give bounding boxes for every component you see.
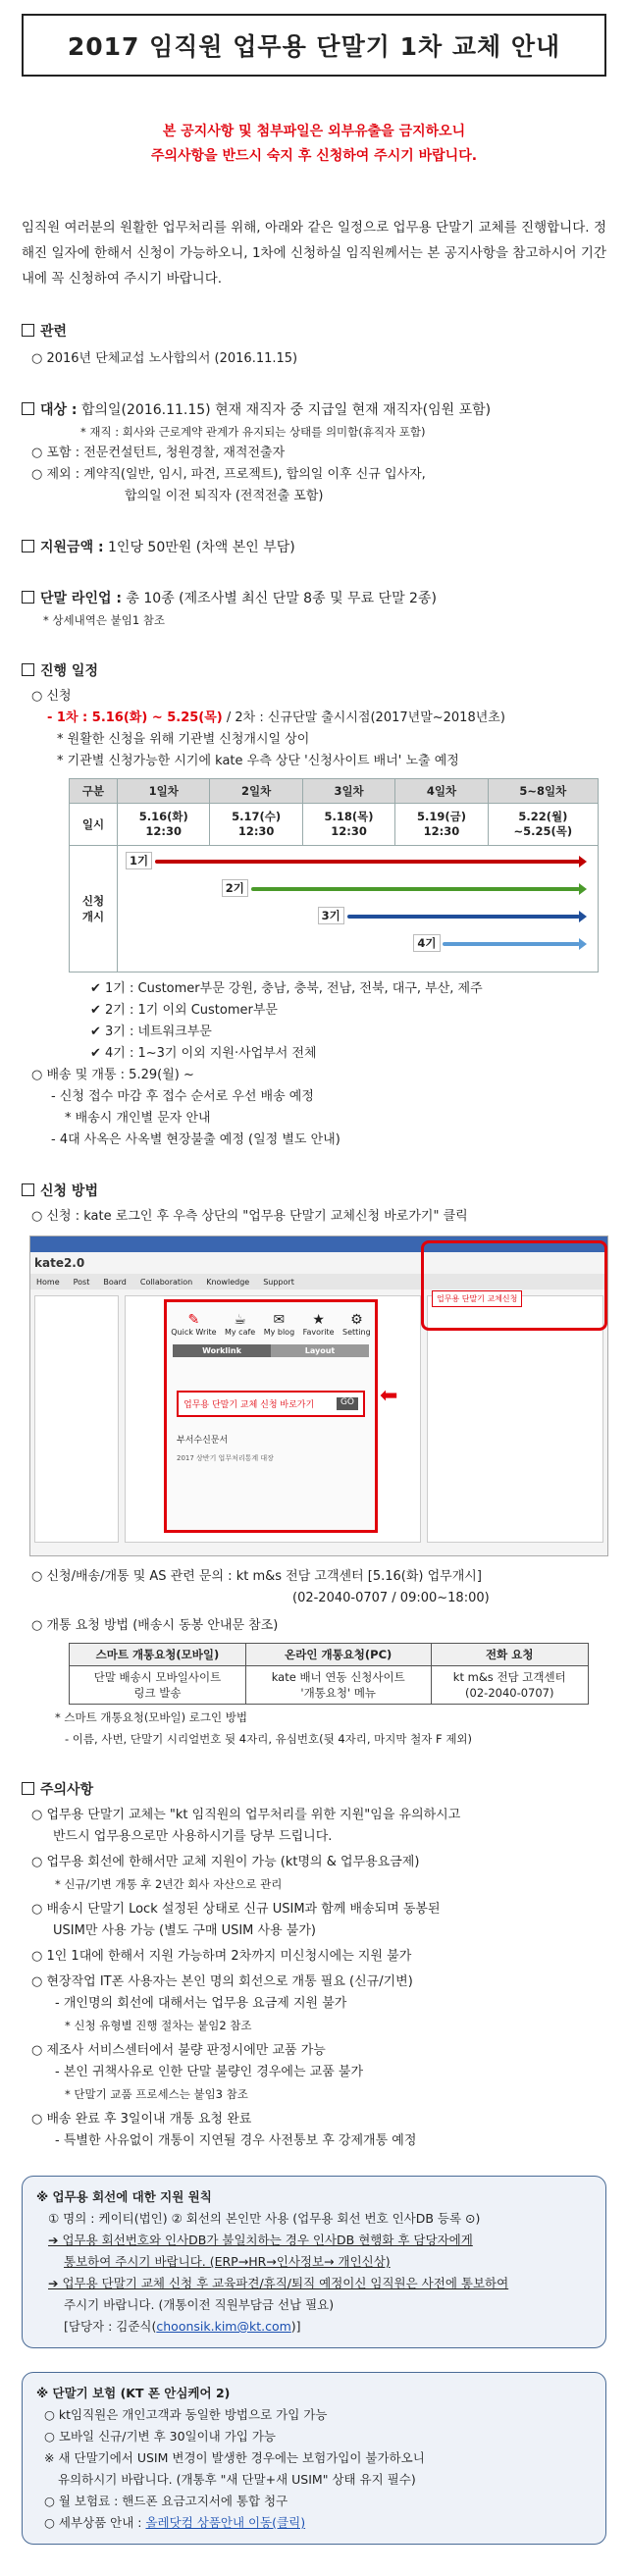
menu-item[interactable]: Collaboration [139, 1277, 193, 1287]
icon-label: My cafe [225, 1328, 256, 1337]
caution-6: ○ 제조사 서비스센터에서 불량 판정시에만 교품 가능 [31, 2043, 326, 2058]
quick-write-icon[interactable]: ✎ Quick Write [171, 1312, 217, 1337]
gantt-chart [118, 846, 598, 972]
gantt-cell [118, 846, 599, 973]
intro-paragraph: 임직원 여러분의 원활한 업무처리를 위해, 아래와 같은 일정으로 업무용 단말기 교체를 진행합니다. 정해진 일자에 한해서 신청이 가능하오니, 1차에 신청하실 임직원께서는 본 공지사항을 참고하시어 기간내에 꼭 신청하여 주시기 바랍니다. [22, 220, 606, 287]
login-note-2: - 이름, 사번, 단말기 시리얼번호 뒷 4자리, 유심번호(뒷 4자리, 마지막 철자 F 제외) [65, 1732, 473, 1746]
section-heading-detail: 1인당 50만원 (차액 본인 부담) [103, 540, 295, 555]
wave-bar [347, 915, 580, 919]
section-schedule [22, 660, 606, 682]
box-line: ➔ 업무용 회선번호와 인사DB가 불일치하는 경우 인사DB 현행화 후 담당자에게 [48, 2233, 473, 2247]
zoom-callout [164, 1299, 378, 1533]
target-exclude-2: 합의일 이전 퇴직자 (전적전출 포함) [125, 489, 324, 503]
checkbox-square-icon [22, 402, 34, 415]
wave-1: ✔ 1기 : Customer부문 강원, 충남, 충북, 전남, 전북, 대구, 부산, 제주 [90, 981, 483, 996]
col-header: 3일차 [302, 779, 394, 804]
section-heading: 대상 : [40, 402, 78, 418]
table-cell: 단말 배송시 모바일사이트 링크 발송 [70, 1666, 246, 1705]
menu-item[interactable]: Support [263, 1277, 294, 1287]
setting-icon[interactable]: ⚙ Setting [342, 1312, 371, 1337]
wave-bar [443, 942, 580, 946]
checkbox-square-icon [22, 540, 34, 552]
section-heading-detail: 합의일(2016.11.15) 현재 재직자 중 지급일 현재 재직자(임원 포함) [77, 402, 492, 418]
wave-2: ✔ 2기 : 1기 이외 Customer부문 [90, 1003, 278, 1018]
col-header: 4일차 [395, 779, 488, 804]
box-line: ➔ 업무용 단말기 교체 신청 후 교육파견/휴직/퇴직 예정이신 임직원은 사전에 통보하여 [48, 2276, 509, 2290]
col-header: 1일차 [118, 779, 210, 804]
box-line: ○ 모바일 신규/기변 후 30일이내 가입 가능 [44, 2429, 276, 2444]
left-panel [34, 1295, 119, 1543]
menu-item[interactable]: Home [36, 1277, 60, 1287]
security-notice [22, 120, 606, 169]
table-cell: kt m&s 전담 고객센터 (02-2040-0707) [431, 1666, 588, 1705]
target-exclude-1: ○ 제외 : 계약직(일반, 임시, 파견, 프로젝트), 합의일 이후 신규 입사자, [31, 467, 426, 482]
second-round-period: / 2차 : 신규단말 출시시점(2017년말~2018년초) [222, 710, 505, 725]
checkbox-square-icon [22, 663, 34, 676]
olleh-product-link[interactable]: 올레닷컴 상품안내 이동(클릭) [145, 2515, 306, 2530]
worklink-tab[interactable]: Worklink [173, 1344, 271, 1357]
insurance-box [22, 2372, 606, 2545]
col-header: 5~8일차 [488, 779, 598, 804]
menu-item[interactable]: Post [73, 1277, 90, 1287]
section-amount [22, 537, 606, 558]
contact-line [36, 2316, 592, 2338]
top-right-callout [421, 1240, 607, 1331]
notice-line-2: 주의사항을 반드시 숙지 후 신청하여 주시기 바랍니다. [150, 148, 478, 164]
caution-5-note: * 신청 유형별 진행 절차는 붙임2 참조 [65, 2019, 252, 2032]
shipping-line-2: * 배송시 개인별 문자 안내 [65, 1111, 211, 1126]
lineup-note: * 상세내역은 붙임1 참조 [43, 613, 166, 627]
quick-icons [167, 1312, 375, 1337]
caution-4: ○ 1인 1대에 한해서 지원 가능하며 2차까지 미신청시에는 지원 불가 [31, 1949, 412, 1964]
date: 5.19(금) [416, 810, 466, 823]
icon-label: My blog [263, 1328, 295, 1337]
section-heading: 진행 일정 [40, 663, 98, 679]
date-cell [395, 804, 488, 846]
schedule-note-2: * 기관별 신청가능한 시기에 kate 우측 상단 '신청사이트 배너' 노출 예정 [57, 754, 459, 768]
inquiry-line-2: (02-2040-0707 / 09:00~18:00) [292, 1591, 490, 1605]
icon-label: Setting [342, 1328, 371, 1337]
section-heading: 단말 라인업 : [40, 591, 122, 606]
my-cafe-icon[interactable]: ☕ My cafe [225, 1312, 256, 1337]
checkbox-square-icon [22, 1782, 34, 1795]
section-heading: 지원금액 : [40, 540, 104, 555]
product-link-line [36, 2512, 592, 2534]
caution-7: ○ 배송 완료 후 3일이내 개통 요청 완료 [31, 2112, 252, 2127]
shipping-line-3: - 4대 사옥은 사옥별 현장불출 예정 (일정 별도 안내) [51, 1132, 340, 1147]
box-line: 주시기 바랍니다. (개통이전 직원부담금 선납 필요) [64, 2297, 335, 2312]
apply-heading: ○ 신청 [31, 689, 72, 704]
kate-screenshot [29, 1235, 608, 1556]
row-label: 일시 [70, 804, 118, 846]
col-header: 전화 요청 [431, 1644, 588, 1666]
section-lineup [22, 588, 606, 609]
box-heading: ※ 단말기 보험 (KT 폰 안심케어 2) [36, 2386, 231, 2400]
go-button[interactable]: GO [337, 1397, 358, 1410]
checkbox-square-icon [22, 591, 34, 604]
section-caution [22, 1779, 606, 1801]
icon-label: Quick Write [171, 1328, 217, 1337]
date: 5.16(화) [138, 810, 188, 823]
wave-bar [251, 887, 580, 891]
login-note-1: * 스마트 개통요청(모바일) 로그인 방법 [55, 1710, 247, 1724]
caution-2-note: * 신규/기변 개통 후 2년간 회사 자산으로 관리 [55, 1877, 283, 1891]
first-round-period: - 1차 : 5.16(화) ~ 5.25(목) [47, 710, 223, 725]
related-item: ○ 2016년 단체교섭 노사합의서 (2016.11.15) [31, 351, 298, 366]
date: 5.17(수) [232, 810, 282, 823]
wave-label: 4기 [413, 934, 440, 952]
box-line: ※ 새 단말기에서 USIM 변경이 발생한 경우에는 보험가입이 불가하오니 [44, 2450, 425, 2465]
row-label-text: 신청 개시 [81, 894, 105, 923]
contact-email-link[interactable]: choonsik.kim@kt.com [156, 2319, 291, 2334]
section-heading: 주의사항 [40, 1782, 94, 1798]
section-method [22, 1181, 606, 1202]
layout-tab[interactable]: Layout [271, 1344, 369, 1357]
section-heading: 관련 [40, 324, 68, 340]
activation-heading: ○ 개통 요청 방법 (배송시 동봉 안내문 참조) [31, 1618, 279, 1633]
col-header: 스마트 개통요청(모바일) [70, 1644, 246, 1666]
worklink-tabs [173, 1344, 369, 1357]
section-related [22, 321, 606, 342]
wave-3: ✔ 3기 : 네트워크부문 [90, 1025, 212, 1039]
box-line: ○ kt임직원은 개인고객과 동일한 방법으로 가입 가능 [44, 2407, 328, 2422]
menu-item[interactable]: Knowledge [206, 1277, 250, 1287]
time: ~5.25(목) [513, 824, 573, 838]
activation-table [69, 1643, 589, 1705]
notice-page [22, 14, 606, 2545]
menu-item[interactable]: Board [103, 1277, 127, 1287]
box-line: 유의하시기 바랍니다. (개통후 "새 단말+새 USIM" 상태 유지 필수) [58, 2472, 416, 2487]
time: 12:30 [145, 824, 183, 838]
caution-1b: 반드시 업무용으로만 사용하시기를 당부 드립니다. [53, 1829, 333, 1844]
checkbox-square-icon [22, 324, 34, 337]
contact-suffix: )] [290, 2319, 301, 2334]
time: 12:30 [237, 824, 275, 838]
date-cell [118, 804, 210, 846]
dept-docs: 부서수신문서 [177, 1436, 229, 1446]
col-header: 2일차 [210, 779, 302, 804]
caution-7a: - 특별한 사유없이 개통이 지연될 경우 사전통보 후 강제개통 예정 [55, 2133, 417, 2148]
wave-label: 1기 [126, 852, 152, 869]
schedule-note-1: * 원활한 신청을 위해 기관별 신청개시일 상이 [57, 732, 310, 747]
date-cell [488, 804, 598, 846]
table-cell: kate 배너 연동 신청사이트 '개통요청' 메뉴 [245, 1666, 431, 1705]
date-cell [302, 804, 394, 846]
date: 5.22(월) [518, 810, 568, 823]
top-right-banner[interactable]: 업무용 단말기 교체신청 [432, 1290, 522, 1307]
box-line: ○ 월 보험료 : 핸드폰 요금고지서에 통합 청구 [44, 2494, 288, 2508]
caution-3b: USIM만 사용 가능 (별도 구매 USIM 사용 불가) [53, 1923, 316, 1938]
caution-6a: - 본인 귀책사유로 인한 단말 불량인 경우에는 교품 불가 [55, 2065, 364, 2079]
wave-label: 2기 [222, 879, 248, 897]
caution-6-note: * 단말기 교품 프로세스는 붙임3 참조 [65, 2087, 248, 2101]
date-cell [210, 804, 302, 846]
my-blog-icon[interactable]: ✉ My blog [263, 1312, 295, 1337]
dept-docs-item: 2017 상반기 업무처리통계 대장 [177, 1454, 274, 1462]
notice-line-1: 본 공지사항 및 첨부파일은 외부유출을 금지하오니 [162, 124, 466, 139]
icon-label: Favorite [302, 1328, 335, 1337]
date: 5.18(목) [324, 810, 374, 823]
section-heading-detail: 총 10종 (제조사별 최신 단말 8종 및 무료 단말 2종) [121, 591, 437, 606]
caution-2: ○ 업무용 회선에 한해서만 교체 지원이 가능 (kt명의 & 업무용요금제) [31, 1855, 420, 1869]
right-panel [427, 1295, 603, 1543]
wave-label: 3기 [318, 907, 344, 924]
target-note: * 재직 : 회사와 근로계약 관계가 유지되는 상태를 의미함(휴직자 포함) [80, 425, 426, 439]
caution-1a: ○ 업무용 단말기 교체는 "kt 임직원의 업무처리를 위한 지원"임을 유의하시고 [31, 1808, 461, 1822]
contact-prefix: [담당자 : 김준식( [64, 2319, 157, 2334]
section-heading: 신청 방법 [40, 1183, 98, 1199]
favorite-icon[interactable]: ★ Favorite [302, 1312, 335, 1337]
schedule-table [69, 778, 599, 973]
box-heading: ※ 업무용 회선에 대한 지원 원칙 [36, 2189, 212, 2204]
time: 12:30 [331, 824, 367, 838]
caution-5a: - 개인명의 회선에 대해서는 업무용 요금제 지원 불가 [55, 1996, 347, 2011]
apply-period [22, 708, 606, 729]
box-line: 통보하여 주시기 바랍니다. (ERP→HR→인사정보→ 개인신상) [64, 2254, 391, 2269]
row-label [70, 846, 118, 973]
box-line: ① 명의 : 케이티(법인) ② 회선의 본인만 사용 (업무용 회선 번호 인사DB 등록 ⊙) [48, 2211, 481, 2226]
shipping-line-1: - 신청 접수 마감 후 접수 순서로 우선 배송 예정 [51, 1089, 314, 1104]
inquiry-line-1: ○ 신청/배송/개통 및 AS 관련 문의 : kt m&s 전담 고객센터 [5.16(화) 업무개시] [31, 1569, 482, 1584]
left-arrow-icon: ⬅ [380, 1384, 398, 1408]
site-logo: kate2.0 [34, 1256, 85, 1270]
col-header: 구분 [70, 779, 118, 804]
wave-4: ✔ 4기 : 1~3기 이외 지원·사업부서 전체 [90, 1046, 317, 1061]
page-title: 2017 임직원 업무용 단말기 1차 교체 안내 [22, 14, 606, 77]
section-target [22, 399, 606, 421]
replace-banner[interactable] [177, 1391, 365, 1417]
time: 12:30 [423, 824, 460, 838]
banner-label: 업무용 단말기 교체 신청 바로가기 [183, 1400, 315, 1410]
caution-3a: ○ 배송시 단말기 Lock 설정된 상태로 신규 USIM과 함께 배송되며 동봉된 [31, 1902, 441, 1917]
shipping-heading: ○ 배송 및 개통 : 5.29(월) ~ [31, 1068, 194, 1082]
col-header: 온라인 개통요청(PC) [245, 1644, 431, 1666]
wave-bar [155, 860, 580, 864]
product-prefix: ○ 세부상품 안내 : [44, 2515, 146, 2530]
checkbox-square-icon [22, 1183, 34, 1196]
caution-5: ○ 현장작업 IT폰 사용자는 본인 명의 회선으로 개통 필요 (신규/기변) [31, 1974, 413, 1989]
method-item: ○ 신청 : kate 로그인 후 우측 상단의 "업무용 단말기 교체신청 바로가기" 클릭 [31, 1209, 468, 1224]
support-principle-box [22, 2176, 606, 2348]
target-include: ○ 포함 : 전문컨설턴트, 청원경찰, 재적전출자 [31, 446, 286, 460]
